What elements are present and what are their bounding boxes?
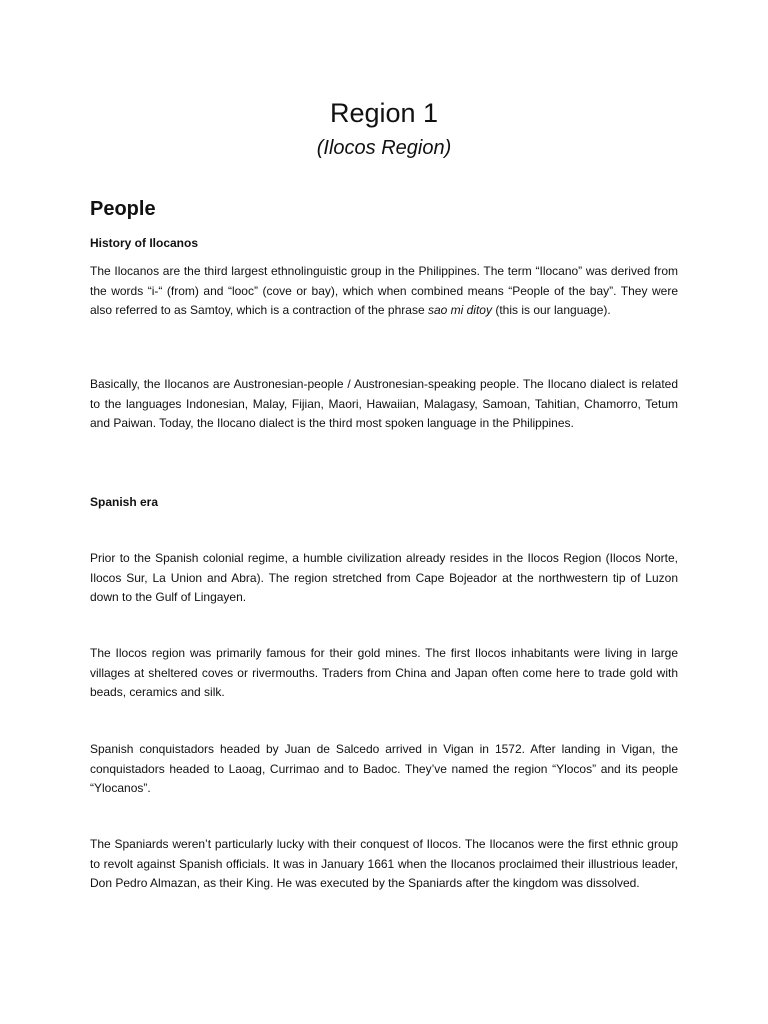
paragraph-ilocanos-intro — [90, 262, 678, 321]
paragraph-text: (this is our language). — [491, 303, 611, 317]
paragraph-revolt: The Spaniards weren’t particularly lucky with their conquest of Ilocos. The Ilocanos were the first ethnic group to revolt against Spanish officials. It was in January 1661 when the Ilocanos proclaimed their illustrious leader, Don Pedro Almazan, as their King. He was executed by the Spaniards after the kingdom was dissolved. — [90, 837, 678, 890]
subheading-history: History of Ilocanos — [90, 236, 199, 250]
italic-phrase: sao mi ditoy — [427, 303, 492, 317]
paragraph-gold-mines: The Ilocos region was primarily famous for their gold mines. The first Ilocos inhabitants were living in large villages at sheltered coves or rivermouths. Traders from China and Japan often come here to trade gold with beads, ceramics and silk. — [90, 646, 678, 699]
document-subtitle: (Ilocos Region) — [316, 137, 452, 159]
subheading-spanish-era: Spanish era — [90, 495, 159, 509]
paragraph-austronesian: Basically, the Ilocanos are Austronesian-people / Austronesian-speaking people. The Ilocano dialect is related to the languages Indonesian, Malay, Fijian, Maori, Hawaiian, Malagasy, Samoan, Tahitian, Chamorro, Tetum and Paiwan. Today, the Ilocano dialect is the third most spoken language in the Philippines. — [90, 377, 678, 430]
paragraph-conquistadors: Spanish conquistadors headed by Juan de Salcedo arrived in Vigan in 1572. After landing in Vigan, the conquistadors headed to Laoag, Currimao and to Badoc. They’ve named the region “Ylocos” and its people “Ylocanos”. — [90, 742, 678, 795]
document-title: Region 1 — [329, 98, 439, 128]
paragraph-text: The Ilocanos are the third largest ethnolinguistic group in the Philippines. The term “Ilocano” was derived from the words “i-“ (from) and “looc” (cove or bay), which when combined means “People of the bay”. They were also referred to as Samtoy, which is a contraction of the phrase — [90, 264, 678, 317]
paragraph-pre-colonial: Prior to the Spanish colonial regime, a humble civilization already resides in the Ilocos Region (Ilocos Norte, Ilocos Sur, La Union and Abra). The region stretched from Cape Bojeador at the northwestern tip of Luzon down to the Gulf of Lingayen. — [90, 551, 678, 604]
section-heading-people: People — [90, 198, 156, 220]
